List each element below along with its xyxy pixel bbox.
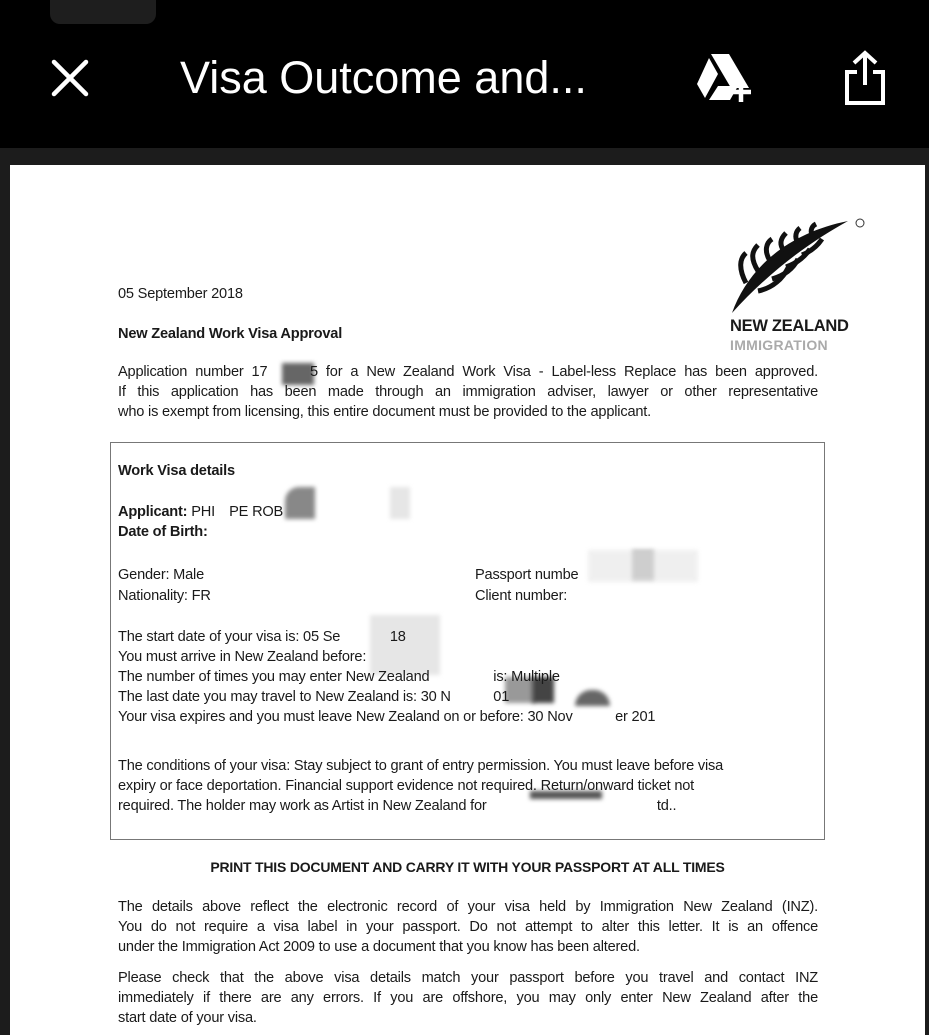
intro-line: Application number 17 5 for a New Zealand Work Visa - Label-less Replace has been approved.: [118, 364, 818, 380]
conditions-line: required. The holder may work as Artist in New Zealand for td..: [118, 798, 677, 814]
logo-new-zealand: NEW ZEALAND: [730, 317, 849, 335]
client-number: Client number:: [475, 588, 568, 604]
conditions-line: The conditions of your visa: Stay subject to grant of entry permission. You must leave before visa: [118, 758, 724, 774]
entries-line: The number of times you may enter New Zealand is: Multiple: [118, 669, 560, 685]
paragraph-line: under the Immigration Act 2009 to use a document that you know has been altered.: [118, 939, 640, 955]
intro-paragraph: [118, 362, 818, 422]
paragraph-line: Please check that the above visa details match your passport before you travel and contact INZ: [118, 970, 818, 986]
dob-label: Date of Birth:: [118, 524, 208, 540]
gender: Gender: Male: [118, 567, 205, 583]
applicant-value: PHI PE ROB: [191, 504, 284, 520]
pdf-page: [10, 165, 925, 1035]
logo-immigration: IMMIGRATION: [730, 337, 828, 353]
paragraph-line: start date of your visa.: [118, 1010, 257, 1026]
record-paragraph: [118, 897, 818, 957]
add-to-drive-icon[interactable]: [695, 52, 757, 104]
arrive-before-line: You must arrive in New Zealand before:: [118, 649, 367, 665]
print-notice: PRINT THIS DOCUMENT AND CARRY IT WITH YOUR PASSPORT AT ALL TIMES: [210, 859, 725, 875]
applicant-label: Applicant:: [118, 504, 188, 520]
last-travel-line: The last date you may travel to New Zealand is: 30 N 01: [118, 689, 510, 705]
share-icon[interactable]: [842, 50, 888, 106]
paragraph-line: immediately if there are any errors. If you are offshore, you may only enter New Zealand after the: [118, 990, 818, 1006]
visa-conditions: [118, 756, 798, 816]
letter-heading: New Zealand Work Visa Approval: [118, 326, 343, 342]
redaction: [390, 487, 410, 519]
redaction: [588, 550, 698, 582]
start-date-line: The start date of your visa is: 05 Se 18: [118, 629, 406, 645]
intro-line: who is exempt from licensing, this entire document must be provided to the applicant.: [118, 404, 651, 420]
redaction: [285, 487, 315, 519]
check-paragraph: [118, 968, 818, 1028]
close-icon[interactable]: [48, 56, 92, 100]
details-title: Work Visa details: [118, 463, 235, 479]
status-notch: [50, 0, 156, 24]
paragraph-line: You do not require a visa label in your passport. Do not attempt to alter this letter. It is an offence: [118, 919, 818, 935]
conditions-line: expiry or face deportation. Financial support evidence not required. Return/onward ticket not: [118, 778, 695, 794]
letter-date: 05 September 2018: [118, 286, 243, 302]
passport-number: Passport numbe: [475, 567, 579, 583]
nationality: Nationality: FR: [118, 588, 211, 604]
intro-line: If this application has been made through an immigration adviser, lawyer or other representative: [118, 384, 818, 400]
expiry-line: Your visa expires and you must leave New Zealand on or before: 30 Nov er 201: [118, 709, 656, 725]
document-title: Visa Outcome and...: [180, 52, 587, 103]
app-header: [0, 0, 929, 148]
visa-dates: [118, 627, 655, 727]
paragraph-line: The details above reflect the electronic record of your visa held by Immigration New Zealand (INZ).: [118, 899, 818, 915]
